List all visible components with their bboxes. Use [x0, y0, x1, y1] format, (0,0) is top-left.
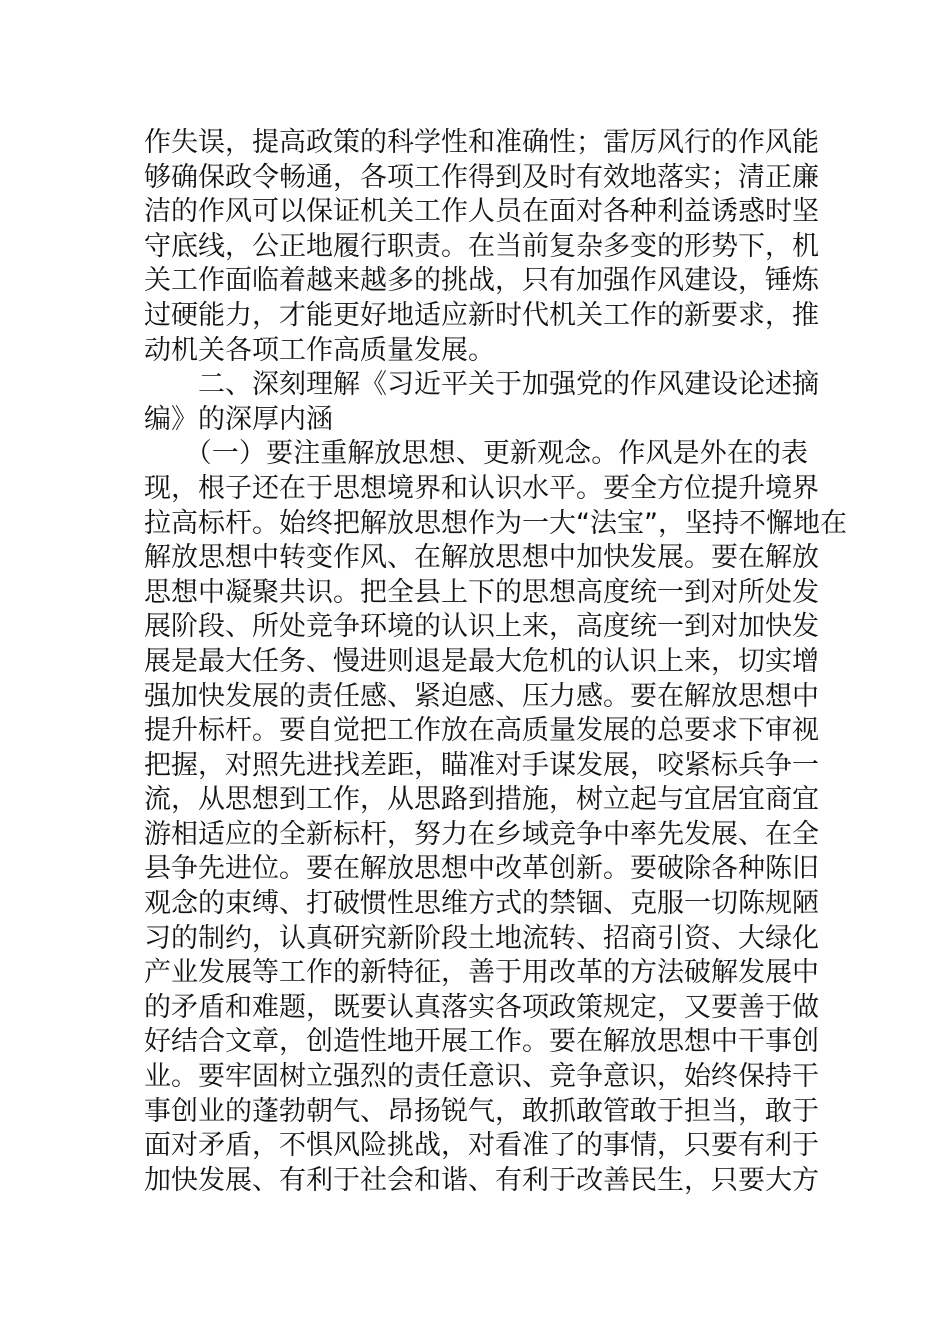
text-line: 动机关各项工作高质量发展。 [144, 334, 495, 366]
text-line: 加快发展、有利于社会和谐、有利于改善民生，只要大方 [144, 1164, 819, 1196]
section-heading-line: 编》的深厚内涵 [144, 403, 333, 435]
text-line: 把握，对照先进找差距，瞄准对手谋发展，咬紧标兵争一 [144, 749, 819, 781]
text-line: 作失误，提高政策的科学性和准确性；雷厉风行的作风能 [144, 127, 819, 158]
text-line: 关工作面临着越来越多的挑战，只有加强作风建设，锤炼 [144, 265, 819, 297]
text-line: 游相适应的全新标杆，努力在乡域竞争中率先发展、在全 [144, 818, 819, 850]
text-line: 观念的束缚、打破惯性思维方式的禁锢、克服一切陈规陋 [144, 888, 819, 920]
text-line: 习的制约，认真研究新阶段土地流转、招商引资、大绿化 [144, 922, 819, 954]
text-line: 展阶段、所处竞争环境的认识上来，高度统一到对加快发 [144, 611, 819, 643]
text-line: 的矛盾和难题，既要认真落实各项政策规定，又要善于做 [144, 991, 819, 1023]
text-line: 够确保政令畅通，各项工作得到及时有效地落实；清正廉 [144, 161, 819, 193]
text-line: 县争先进位。要在解放思想中改革创新。要破除各种陈旧 [144, 853, 819, 885]
section-heading-line: 二、深刻理解《习近平关于加强党的作风建设论述摘 [144, 369, 819, 401]
text-line: 展是最大任务、慢进则退是最大危机的认识上来，切实增 [144, 645, 819, 677]
text-line: 提升标杆。要自觉把工作放在高质量发展的总要求下审视 [144, 715, 819, 747]
text-line: 洁的作风可以保证机关工作人员在面对各种利益诱惑时坚 [144, 196, 819, 228]
text-line: 拉高标杆。始终把解放思想作为一大“法宝”，坚持不懈地在 [144, 507, 847, 539]
text-line: 流，从思想到工作，从思路到措施，树立起与宜居宜商宜 [144, 784, 819, 816]
text-line: 思想中凝聚共识。把全县上下的思想高度统一到对所处发 [144, 576, 819, 608]
text-line: 产业发展等工作的新特征，善于用改革的方法破解发展中 [144, 957, 819, 989]
text-line: 强加快发展的责任感、紧迫感、压力感。要在解放思想中 [144, 680, 819, 712]
text-line: 业。要牢固树立强烈的责任意识、竞争意识，始终保持干 [144, 1061, 819, 1093]
text-line: 过硬能力，才能更好地适应新时代机关工作的新要求，推 [144, 299, 819, 331]
text-line: 守底线，公正地履行职责。在当前复杂多变的形势下，机 [144, 230, 819, 262]
body-text [144, 126, 847, 1198]
text-line: 解放思想中转变作风、在解放思想中加快发展。要在解放 [144, 542, 819, 574]
text-line: （一）要注重解放思想、更新观念。作风是外在的表 [144, 438, 808, 470]
text-line: 面对矛盾，不惧风险挑战，对看准了的事情，只要有利于 [144, 1130, 819, 1162]
text-line: 好结合文章，创造性地开展工作。要在解放思想中干事创 [144, 1026, 819, 1058]
text-line: 现，根子还在于思想境界和认识水平。要全方位提升境界 [144, 472, 819, 504]
text-line: 事创业的蓬勃朝气、昂扬锐气，敢抓敢管敢于担当，敢于 [144, 1095, 819, 1127]
